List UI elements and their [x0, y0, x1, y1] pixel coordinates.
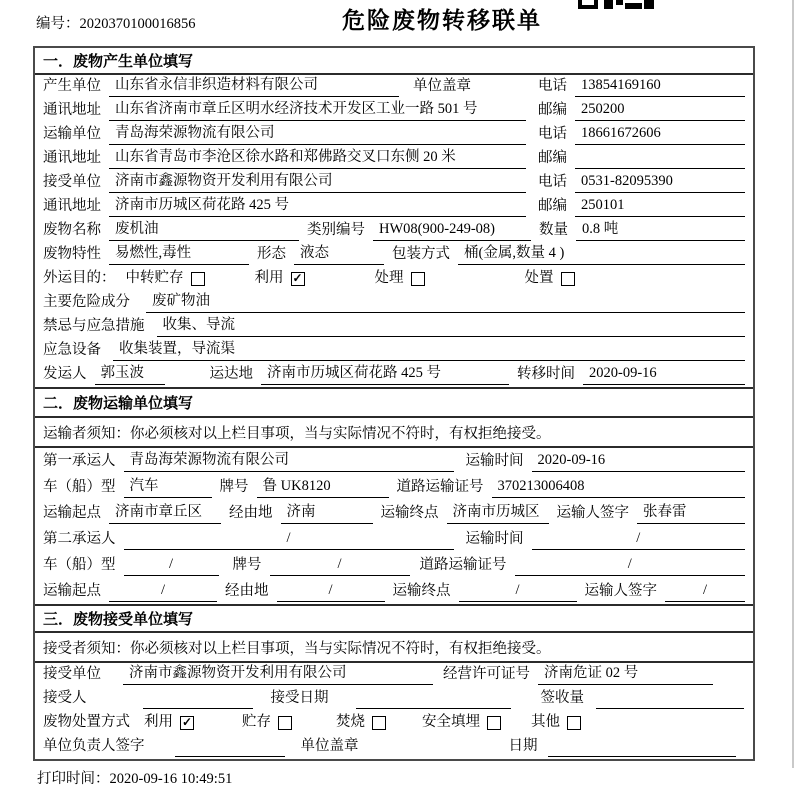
checkbox-box	[567, 716, 581, 730]
field-label: 运输起点	[43, 505, 101, 521]
form-row	[35, 75, 753, 99]
checkbox-label: 处置	[524, 270, 554, 286]
field-label: 运输起点	[43, 583, 101, 599]
field-value: /	[124, 555, 219, 576]
field-value: 0531-82095390	[575, 172, 745, 193]
field-label: 包装方式	[392, 246, 450, 262]
field-label: 禁忌与应急措施	[43, 318, 145, 334]
field-value: 收集装置，导流渠	[113, 340, 745, 361]
field-value: 废矿物油	[146, 292, 745, 313]
field-value: 桶(金属,数量 4 )	[458, 244, 745, 265]
section-title-s1: 一．废物产生单位填写	[35, 48, 753, 75]
field-value: 250101	[575, 196, 745, 217]
field-value: 山东省青岛市李沧区徐水路和郑佛路交叉口东侧 20 米	[109, 148, 526, 169]
field-label: 道路运输证号	[419, 557, 507, 573]
field-label: 运输时间	[465, 531, 524, 547]
serial-value: 2020370100016856	[79, 16, 196, 32]
field-label: 运输终点	[380, 505, 439, 521]
field-label: 运输单位	[43, 126, 101, 142]
checkbox-box	[411, 272, 425, 286]
field-label: 形态	[257, 246, 286, 262]
field-label: 运输人签字	[556, 505, 629, 521]
print-time	[37, 767, 796, 788]
field-value: 济南市鑫源物资开发利用有限公司	[109, 172, 526, 193]
checkbox-label: 贮存	[242, 714, 271, 730]
field-label: 通讯地址	[43, 150, 101, 166]
form-row	[35, 363, 753, 387]
field-value: 青岛海荣源物流有限公司	[109, 124, 526, 145]
field-value: 济南市历城区荷花路 425 号	[261, 364, 509, 385]
serial-label: 编号：	[36, 16, 80, 32]
field-label: 经营许可证号	[443, 666, 530, 682]
field-label: 运达地	[209, 366, 253, 382]
checkbox-label: 利用	[144, 714, 173, 730]
field-value: 18661672606	[575, 124, 745, 145]
checkbox-box	[191, 272, 205, 286]
field-label: 电话	[538, 126, 567, 142]
field-value: /	[124, 529, 454, 550]
section-note: 接受者须知：你必须核对以上栏目事项，当与实际情况不符时，有权拒绝接受。	[35, 633, 753, 663]
form-row	[35, 219, 753, 243]
form-row	[35, 243, 753, 267]
field-value: 济南市鑫源物资开发利用有限公司	[123, 664, 433, 685]
form-row	[35, 474, 753, 500]
form-row	[35, 171, 753, 195]
field-label: 主要危险成分	[43, 294, 130, 310]
field-label: 废物特性	[43, 246, 101, 262]
field-label: 电话	[538, 78, 567, 94]
field-label: 运输终点	[392, 583, 451, 599]
field-label: 邮编	[538, 198, 567, 214]
field-label: 第二承运人	[43, 531, 116, 547]
field-label: 数量	[539, 222, 568, 238]
field-value: 张春雷	[637, 503, 745, 524]
form-row	[35, 123, 753, 147]
field-label: 单位盖章	[300, 738, 359, 754]
field-value: 济南市历城区荷花路 425 号	[109, 196, 526, 217]
field-value: 2020-09-16	[532, 451, 746, 472]
field-value: 山东省永信非织造材料有限公司	[109, 76, 399, 97]
checkbox-label: 中转贮存	[125, 270, 184, 286]
field-value: 青岛海荣源物流有限公司	[124, 451, 454, 472]
field-value-blank	[548, 737, 736, 757]
field-value-blank	[175, 737, 285, 757]
checkbox-box	[372, 716, 386, 730]
checkbox-unchecked	[126, 269, 205, 288]
field-label: 经由地	[225, 583, 269, 599]
form-row	[35, 267, 753, 291]
field-label: 类别编号	[307, 222, 365, 238]
field-value: 370213006408	[492, 477, 746, 498]
field-label: 牌号	[219, 479, 249, 495]
checkbox-unchecked	[336, 713, 386, 732]
checkbox-unchecked	[525, 269, 575, 288]
field-label: 应急设备	[43, 342, 101, 358]
field-value: 济南	[281, 503, 373, 524]
field-value: 汽车	[124, 477, 212, 498]
form-row	[35, 526, 753, 552]
field-value: 废机油	[109, 220, 299, 241]
field-value: 济南危证 02 号	[538, 664, 713, 685]
field-value: 鲁 UK8120	[257, 477, 389, 498]
checkbox-label: 安全填埋	[422, 714, 480, 730]
page-edge-line	[792, 0, 794, 768]
form-row	[35, 711, 753, 735]
field-value: 收集、导流	[157, 316, 746, 337]
checkbox-checked	[144, 713, 194, 732]
field-label: 转移时间	[517, 366, 575, 382]
form-row	[35, 195, 753, 219]
field-label: 废物处置方式	[43, 714, 130, 730]
checkbox-label: 利用	[254, 270, 284, 286]
section-note: 运输者须知：你必须核对以上栏目事项，当与实际情况不符时，有权拒绝接受。	[35, 418, 753, 448]
field-value: /	[665, 581, 745, 602]
field-value: /	[532, 529, 746, 550]
field-label: 产生单位	[43, 78, 101, 94]
field-value: 山东省济南市章丘区明水经济技术开发区工业一路 501 号	[109, 100, 526, 121]
checkbox-unchecked	[242, 713, 292, 732]
field-value: HW08(900-249-08)	[373, 220, 531, 241]
field-label: 接受人	[43, 690, 87, 706]
form-row	[35, 578, 753, 604]
form-row	[35, 99, 753, 123]
field-label: 车（船）型	[43, 557, 116, 573]
checkbox-unchecked	[375, 269, 425, 288]
field-label: 邮编	[538, 102, 567, 118]
field-label: 废物名称	[43, 222, 101, 238]
field-value: 2020-09-16	[583, 364, 745, 385]
form-row	[35, 687, 753, 711]
field-label: 接受单位	[43, 174, 101, 190]
form-row	[35, 147, 753, 171]
checkbox-box-checked: ✓	[181, 714, 193, 729]
manifest-form	[33, 46, 755, 761]
checkbox-box-checked: ✓	[292, 270, 303, 285]
field-label: 牌号	[232, 557, 262, 573]
document-header	[0, 0, 796, 46]
field-label: 接受日期	[270, 690, 329, 706]
form-row	[35, 315, 753, 339]
section-title-s3: 三．废物接受单位填写	[35, 604, 753, 633]
form-row	[35, 291, 753, 315]
field-label: 运输时间	[465, 453, 524, 469]
form-row	[35, 552, 753, 578]
field-label: 电话	[538, 174, 567, 190]
field-value: /	[109, 581, 217, 602]
field-label: 发运人	[43, 366, 87, 382]
checkbox-label: 其他	[531, 714, 560, 730]
field-label: 签收量	[540, 690, 584, 706]
print-time-value: 2020-09-16 10:49:51	[109, 771, 233, 787]
checkbox-checked	[255, 269, 305, 288]
print-time-label: 打印时间：	[37, 771, 110, 787]
field-label: 通讯地址	[43, 102, 101, 118]
field-value: 易燃性,毒性	[109, 244, 249, 265]
field-label: 道路运输证号	[396, 479, 484, 495]
checkbox-unchecked	[422, 713, 501, 732]
field-label: 第一承运人	[43, 453, 116, 469]
form-row	[35, 339, 753, 363]
field-value: 济南市章丘区	[109, 503, 221, 524]
field-value: 液态	[294, 244, 384, 265]
field-value-blank	[596, 689, 744, 709]
field-value: /	[459, 581, 577, 602]
field-value: 0.8 吨	[576, 220, 745, 241]
section-title-s2: 二．废物运输单位填写	[35, 387, 753, 418]
checkbox-box	[278, 716, 292, 730]
field-value: /	[277, 581, 385, 602]
checkbox-box	[561, 272, 575, 286]
field-value: /	[515, 555, 746, 576]
form-row	[35, 500, 753, 526]
field-label: 单位盖章	[413, 78, 471, 94]
field-value: 13854169160	[575, 76, 745, 97]
checkbox-box	[487, 716, 501, 730]
form-row	[35, 448, 753, 474]
field-value: 郭玉波	[95, 364, 165, 385]
qr-code-fragment	[578, 0, 654, 9]
field-value-blank	[356, 689, 511, 709]
checkbox-unchecked	[531, 713, 581, 732]
field-value: 济南市历城区	[447, 503, 549, 524]
field-label: 运输人签字	[584, 583, 657, 599]
field-label: 邮编	[538, 150, 567, 166]
field-value-blank	[575, 149, 745, 169]
field-value: 250200	[575, 100, 745, 121]
field-label: 日期	[508, 738, 538, 754]
field-value: /	[270, 555, 410, 576]
field-label: 接受单位	[43, 666, 101, 682]
checkbox-label: 焚烧	[336, 714, 365, 730]
field-label: 车（船）型	[43, 479, 116, 495]
checkbox-label: 处理	[374, 270, 404, 286]
field-label: 外运目的：	[43, 270, 116, 286]
form-title: 危险废物转移联单	[342, 8, 542, 33]
form-row	[35, 663, 753, 687]
field-label: 经由地	[229, 505, 273, 521]
field-value-blank	[143, 689, 253, 709]
field-label: 通讯地址	[43, 198, 101, 214]
form-row	[35, 735, 753, 759]
field-label: 单位负责人签字	[43, 738, 145, 754]
